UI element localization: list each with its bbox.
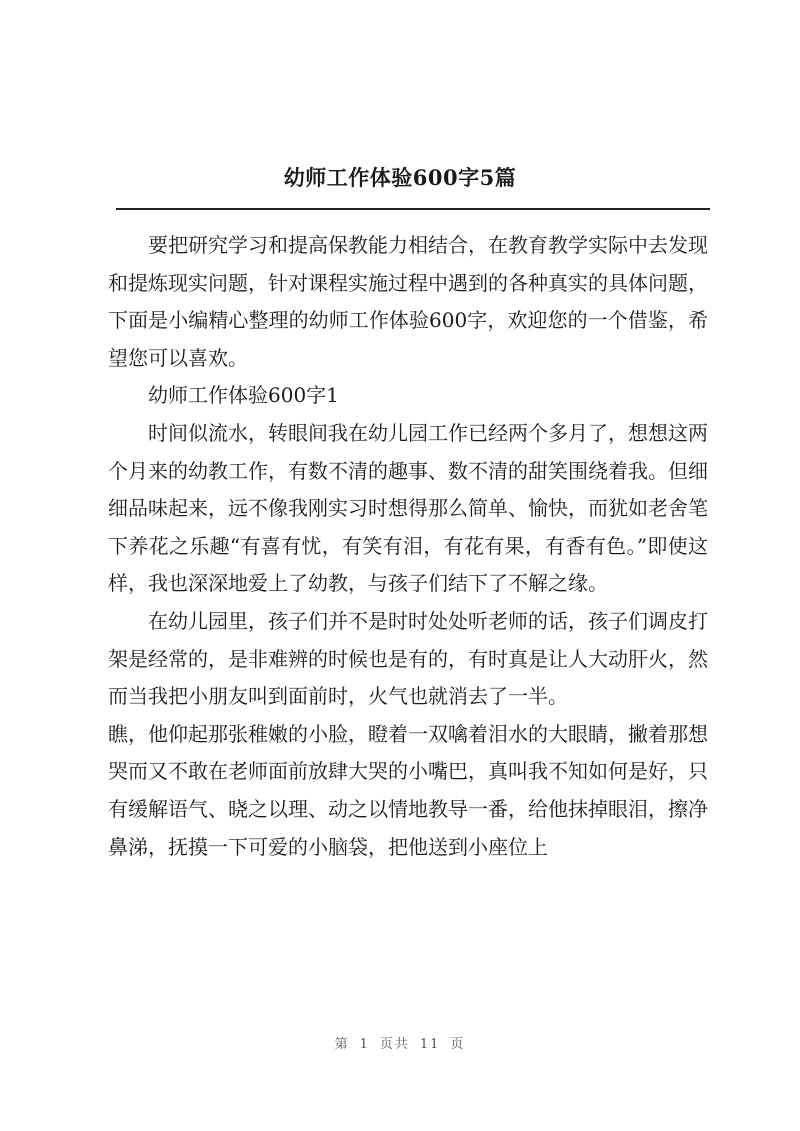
body-paragraph: 瞧，他仰起那张稚嫩的小脸，瞪着一双噙着泪水的大眼睛，撇着那想哭而又不敢在老师面前放肆大哭的小嘴巴，真叫我不知如何是好，只有缓解语气、晓之以理、动之以情地教导一番，给他抹掉眼泪，擦净鼻涕，抚摸一下可爱的小脑袋，把他送到小座位上 — [108, 721, 708, 859]
footer-total-pages: 11 — [419, 1037, 441, 1052]
body-paragraph: 在幼儿园里，孩子们并不是时时处处听老师的话，孩子们调皮打架是经常的，是非难辨的时候也是有的，有时真是让人大动肝火，然而当我把小朋友叫到面前时，火气也就消去了一半。 — [108, 608, 708, 709]
title-divider — [116, 208, 710, 210]
footer-middle: 页共 — [379, 1037, 410, 1052]
page-footer — [0, 1033, 800, 1052]
footer-prefix: 第 — [334, 1037, 350, 1052]
body-paragraph: 时间似流水，转眼间我在幼儿园工作已经两个多月了，想想这两个月来的幼教工作，有数不清的趣事、数不清的甜笑围绕着我。但细细品味起来，远不像我刚实习时想得那么简单、愉快，而犹如老舍笔下养花之乐趣“有喜有忧，有笑有泪，有花有果，有香有色。”即使这样，我也深深地爱上了幼教，与孩子们结下了不解之缘。 — [108, 420, 708, 596]
document-title: 幼师工作体验600字5篇 — [283, 165, 517, 190]
section-heading: 幼师工作体验600字1 — [148, 383, 339, 408]
document-body — [108, 227, 708, 866]
footer-suffix: 页 — [450, 1037, 466, 1052]
intro-paragraph: 要把研究学习和提高保教能力相结合，在教育教学实际中去发现和提炼现实问题，针对课程实施过程中遇到的各种真实的具体问题，下面是小编精心整理的幼师工作体验600字，欢迎您的一个借鉴，希望您可以喜欢。 — [108, 233, 708, 370]
footer-current-page: 1 — [359, 1037, 370, 1052]
